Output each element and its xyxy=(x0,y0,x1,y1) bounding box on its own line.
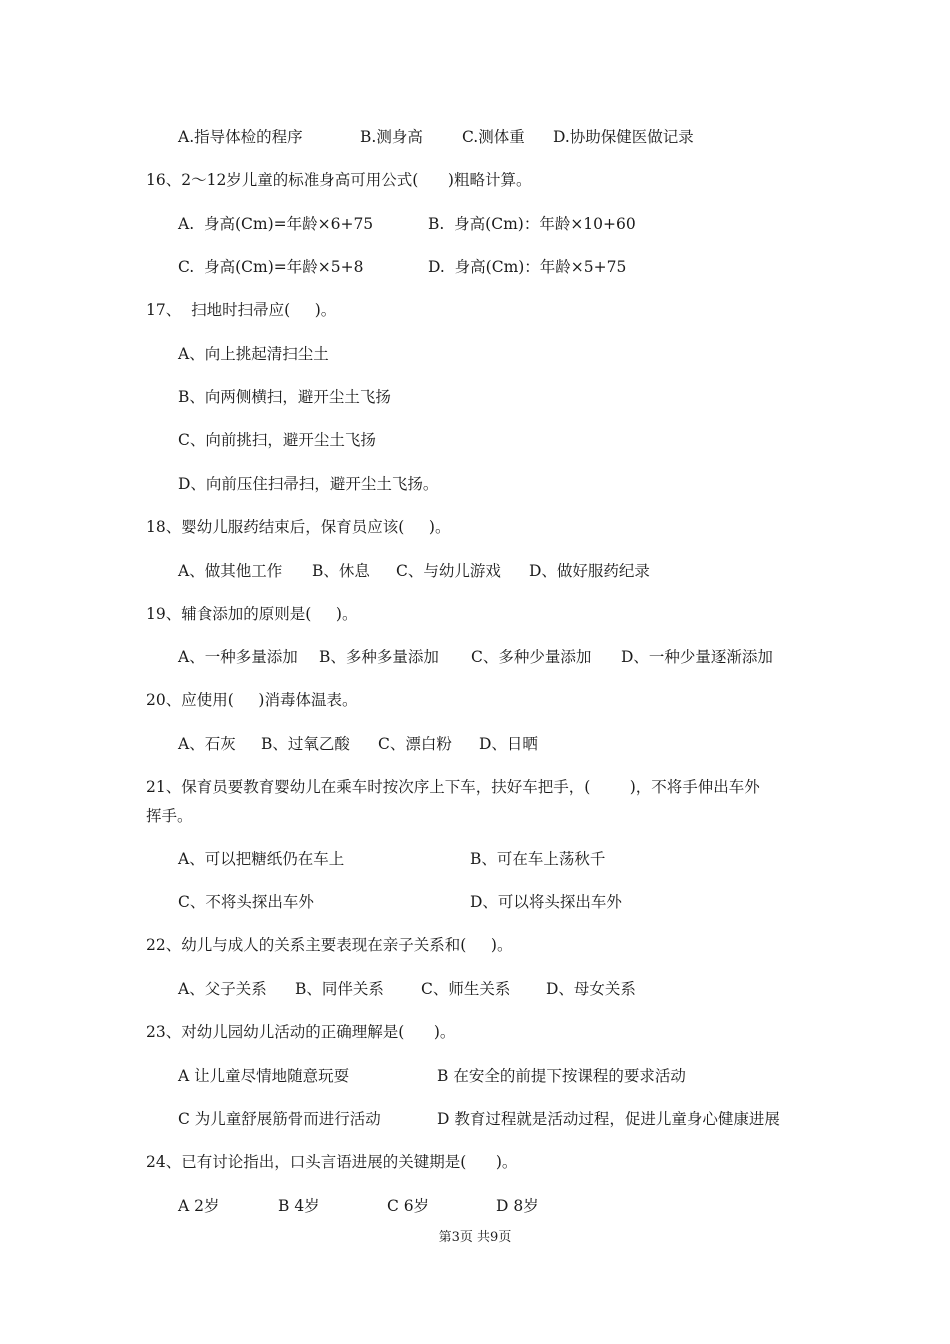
answer-option: D、一种少量逐渐添加 xyxy=(621,648,773,666)
answer-option: C、漂白粉 xyxy=(378,735,452,753)
question-text: 挥手。 xyxy=(146,807,193,825)
answer-option: A.指导体检的程序 xyxy=(178,128,303,146)
answer-option: D 教育过程就是活动过程，促进儿童身心健康进展 xyxy=(437,1110,780,1128)
answer-option: C、多种少量添加 xyxy=(471,648,592,666)
question-text: 21、保育员要教育婴幼儿在乘车时按次序上下车，扶好车把手，( )，不将手伸出车外 xyxy=(146,778,760,796)
question-text: 17、 扫地时扫帚应( )。 xyxy=(146,301,337,319)
answer-option: B 4岁 xyxy=(278,1197,320,1215)
answer-option: C、向前挑扫，避开尘土飞扬 xyxy=(178,431,376,449)
answer-option: A、可以把糖纸仍在车上 xyxy=(178,850,345,868)
answer-option: C 6岁 xyxy=(387,1197,430,1215)
answer-option: B、向两侧横扫，避开尘土飞扬 xyxy=(178,388,391,406)
question-text: 23、对幼儿园幼儿活动的正确理解是( )。 xyxy=(146,1023,456,1041)
question-text: 24、已有讨论指出，口头言语进展的关键期是( )。 xyxy=(146,1153,518,1171)
answer-option: A. 身高(Cm)=年龄×6+75 xyxy=(178,215,374,233)
answer-option: D、日晒 xyxy=(479,735,538,753)
answer-option: A、做其他工作 xyxy=(178,562,283,580)
question-text: 22、幼儿与成人的关系主要表现在亲子关系和( )。 xyxy=(146,936,513,954)
answer-option: A 2岁 xyxy=(178,1197,220,1215)
question-text: 19、辅食添加的原则是( )。 xyxy=(146,605,358,623)
question-text: 18、婴幼儿服药结束后，保育员应该( )。 xyxy=(146,518,451,536)
answer-option: C、不将头探出车外 xyxy=(178,893,314,911)
answer-option: C.测体重 xyxy=(462,128,525,146)
page-footer: 第3页 共9页 xyxy=(438,1230,512,1245)
answer-option: D 8岁 xyxy=(496,1197,539,1215)
answer-option: A、父子关系 xyxy=(178,980,267,998)
answer-option: B.测身高 xyxy=(360,128,423,146)
answer-option: C. 身高(Cm)=年龄×5+8 xyxy=(178,258,364,276)
answer-option: B 在安全的前提下按课程的要求活动 xyxy=(437,1067,686,1085)
question-text: 16、2～12岁儿童的标准身高可用公式( )粗略计算。 xyxy=(146,171,532,189)
answer-option: D、可以将头探出车外 xyxy=(470,893,622,911)
answer-option: D.协助保健医做记录 xyxy=(553,128,694,146)
answer-option: D、向前压住扫帚扫，避开尘土飞扬。 xyxy=(178,475,439,493)
answer-option: B、同伴关系 xyxy=(295,980,384,998)
answer-option: C、与幼儿游戏 xyxy=(396,562,501,580)
question-text: 20、应使用( )消毒体温表。 xyxy=(146,691,358,709)
answer-option: B、休息 xyxy=(312,562,370,580)
answer-option: C 为儿童舒展筋骨而进行活动 xyxy=(178,1110,381,1128)
answer-option: A、一种多量添加 xyxy=(178,648,298,666)
answer-option: A 让儿童尽情地随意玩耍 xyxy=(178,1067,350,1085)
answer-option: C、师生关系 xyxy=(421,980,511,998)
answer-option: B、过氧乙酸 xyxy=(261,735,350,753)
answer-option: D、做好服药纪录 xyxy=(529,562,650,580)
answer-option: D. 身高(Cm)：年龄×5+75 xyxy=(428,258,627,276)
answer-option: B、可在车上荡秋千 xyxy=(470,850,606,868)
answer-option: B、多种多量添加 xyxy=(319,648,439,666)
answer-option: D、母女关系 xyxy=(546,980,636,998)
answer-option: A、向上挑起清扫尘土 xyxy=(178,345,329,363)
answer-option: B. 身高(Cm)：年龄×10+60 xyxy=(428,215,636,233)
answer-option: A、石灰 xyxy=(178,735,236,753)
